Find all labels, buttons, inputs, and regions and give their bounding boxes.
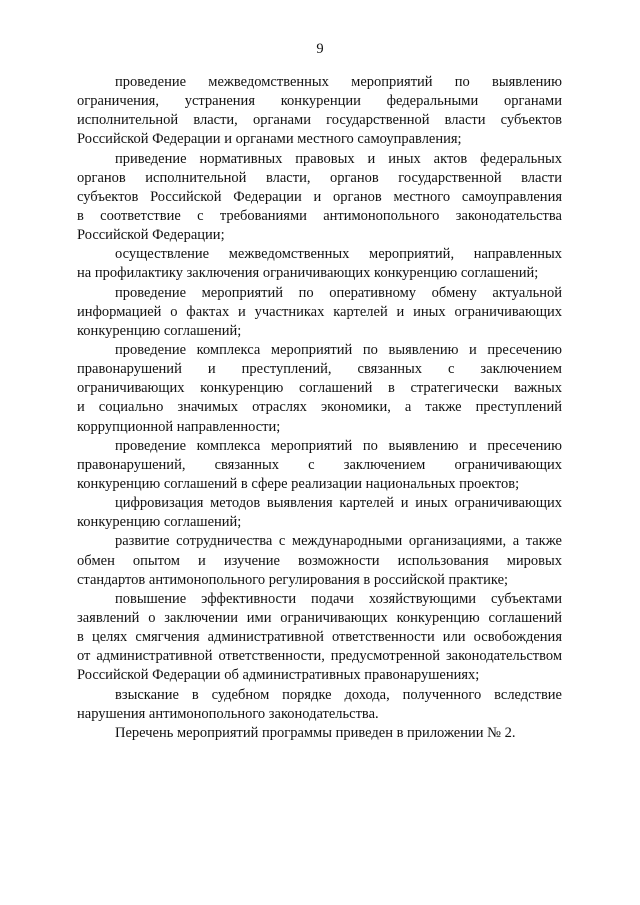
text-line: в соответствие с требованиями антимонопольного законодательства bbox=[77, 207, 562, 224]
paragraph bbox=[77, 686, 562, 724]
text-line: повышение эффективности подачи хозяйствующими субъектами bbox=[115, 590, 562, 607]
text-line: цифровизация методов выявления картелей и иных ограничивающих bbox=[115, 495, 562, 512]
paragraph bbox=[77, 590, 562, 686]
text-line: конкуренцию соглашений; bbox=[77, 322, 242, 339]
text-line: Перечень мероприятий программы приведен в приложении № 2. bbox=[115, 724, 516, 741]
text-line: ограничения, устранения конкуренции федеральными органами bbox=[77, 93, 562, 110]
text-line: на профилактику заключения ограничивающих конкуренцию соглашений; bbox=[77, 265, 539, 282]
text-line: правонарушений и преступлений, связанных с заключением bbox=[77, 361, 562, 378]
text-line: коррупционной направленности; bbox=[77, 418, 281, 435]
text-line: проведение комплекса мероприятий по выявлению и пресечению bbox=[115, 341, 562, 358]
paragraph bbox=[77, 245, 562, 283]
paragraph bbox=[77, 150, 562, 246]
text-line: проведение мероприятий по оперативному обмену актуальной bbox=[115, 284, 562, 301]
text-line: нарушения антимонопольного законодательства. bbox=[77, 705, 379, 722]
text-line: и социально значимых отраслях экономики, а также преступлений bbox=[77, 399, 562, 416]
text-line: обмен опытом и изучение возможности использования мировых bbox=[77, 552, 562, 569]
text-line: исполнительной власти, органами государственной власти субъектов bbox=[77, 112, 562, 129]
text-line: развитие сотрудничества с международными организациями, а также bbox=[115, 533, 562, 550]
paragraph bbox=[77, 73, 562, 150]
paragraph bbox=[77, 437, 562, 494]
page-number: 9 bbox=[316, 41, 324, 57]
text-line: осуществление межведомственных мероприятий, направленных bbox=[115, 246, 562, 263]
text-line: Российской Федерации об административных правонарушениях; bbox=[77, 667, 480, 684]
text-line: от административной ответственности, предусмотренной законодательством bbox=[77, 648, 562, 665]
text-line: стандартов антимонопольного регулирования в российской практике; bbox=[77, 571, 509, 588]
text-line: заявлений о заключении ими ограничивающих конкуренцию соглашений bbox=[77, 609, 562, 626]
text-line: приведение нормативных правовых и иных актов федеральных bbox=[115, 150, 562, 167]
text-line: ограничивающих конкуренцию соглашений в стратегически важных bbox=[77, 380, 562, 397]
paragraph bbox=[77, 724, 562, 743]
text-line: проведение комплекса мероприятий по выявлению и пресечению bbox=[115, 437, 562, 454]
paragraph bbox=[77, 532, 562, 589]
text-line: информацией о фактах и участниках картелей и иных ограничивающих bbox=[77, 303, 562, 320]
text-line: в целях смягчения административной ответственности или освобождения bbox=[77, 629, 562, 646]
text-line: взыскание в судебном порядке дохода, полученного вследствие bbox=[115, 686, 562, 703]
text-line: конкуренцию соглашений в сфере реализации национальных проектов; bbox=[77, 475, 520, 492]
text-line: правонарушений, связанных с заключением ограничивающих bbox=[77, 456, 562, 473]
text-line: Российской Федерации и органами местного самоуправления; bbox=[77, 131, 462, 148]
paragraph bbox=[77, 284, 562, 341]
text-line: конкуренцию соглашений; bbox=[77, 514, 242, 531]
paragraph bbox=[77, 494, 562, 532]
text-line: Российской Федерации; bbox=[77, 227, 225, 244]
text-line: проведение межведомственных мероприятий по выявлению bbox=[115, 74, 562, 90]
document-body bbox=[77, 73, 562, 743]
text-line: органов исполнительной власти, органов государственной власти bbox=[77, 169, 562, 186]
text-line: субъектов Российской Федерации и органов местного самоуправления bbox=[77, 188, 562, 205]
paragraph bbox=[77, 341, 562, 437]
